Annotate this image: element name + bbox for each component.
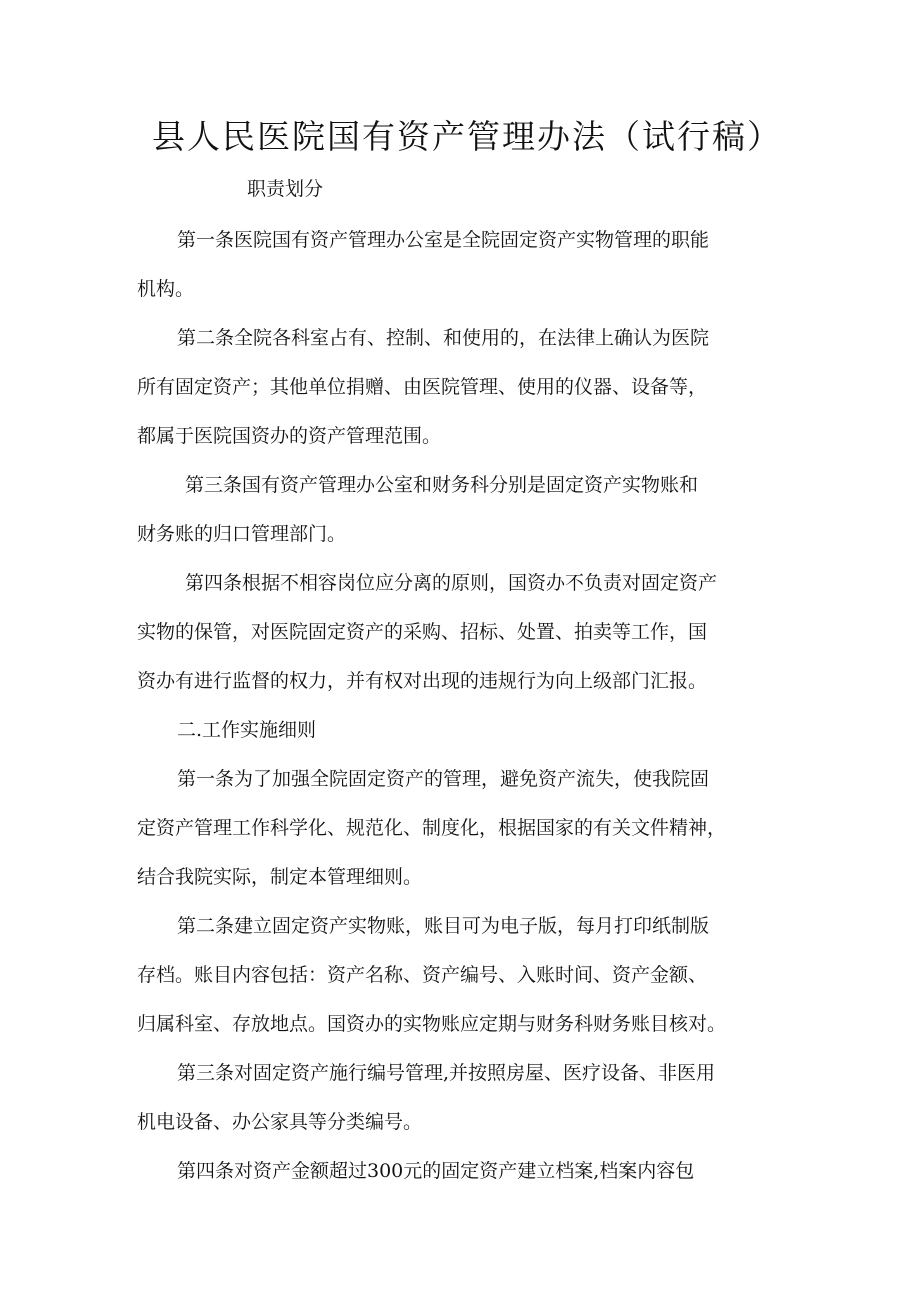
paragraph-line: 机构。 <box>137 278 195 300</box>
document-title: 县人民医院国有资产管理办法（试行稿） <box>152 117 782 156</box>
paragraph-line: 第一条为了加强全院固定资产的管理，避免资产流失，使我院固 <box>177 768 710 790</box>
paragraph-line: 结合我院实际，制定本管理细则。 <box>137 866 423 888</box>
paragraph-line: 机电设备、办公家具等分类编号。 <box>137 1111 423 1133</box>
paragraph-line: 第三条对固定资产施行编号管理,并按照房屋、医疗设备、非医用 <box>177 1062 716 1084</box>
paragraph-line: 资办有进行监督的权力，并有权对出现的违规行为向上级部门汇报。 <box>137 670 708 692</box>
paragraph-line: 归属科室、存放地点。国资办的实物账应定期与财务科财务账目核对。 <box>137 1013 727 1035</box>
paragraph-line: 存档。账目内容包括：资产名称、资产编号、入账时间、资产金额、 <box>137 964 708 986</box>
paragraph-line: 实物的保管，对医院固定资产的采购、招标、处置、拍卖等工作，国 <box>137 621 708 643</box>
paragraph-line: 第四条根据不相容岗位应分离的原则，国资办不负责对固定资产 <box>185 572 718 594</box>
paragraph-line: 定资产管理工作科学化、规范化、制度化，根据国家的有关文件精神， <box>137 817 727 839</box>
paragraph-line: 财务账的归口管理部门。 <box>137 523 347 545</box>
document-body <box>137 216 797 1196</box>
paragraph-line: 第二条建立固定资产实物账，账目可为电子版，每月打印纸制版 <box>177 915 710 937</box>
paragraph-line: 所有固定资产；其他单位捐赠、由医院管理、使用的仪器、设备等， <box>137 376 708 398</box>
paragraph-line: 都属于医院国资办的资产管理范围。 <box>137 425 442 447</box>
section-heading-duties: 职责划分 <box>247 178 324 200</box>
section-heading-implementation: 二.工作实施细则 <box>177 719 317 741</box>
paragraph-line: 第四条对资产金额超过300元的固定资产建立档案,档案内容包 <box>177 1160 695 1182</box>
paragraph-line: 第二条全院各科室占有、控制、和使用的，在法律上确认为医院 <box>177 327 710 349</box>
paragraph-line: 第一条医院国有资产管理办公室是全院固定资产实物管理的职能 <box>177 229 710 251</box>
paragraph-line: 第三条国有资产管理办公室和财务科分别是固定资产实物账和 <box>185 474 699 496</box>
